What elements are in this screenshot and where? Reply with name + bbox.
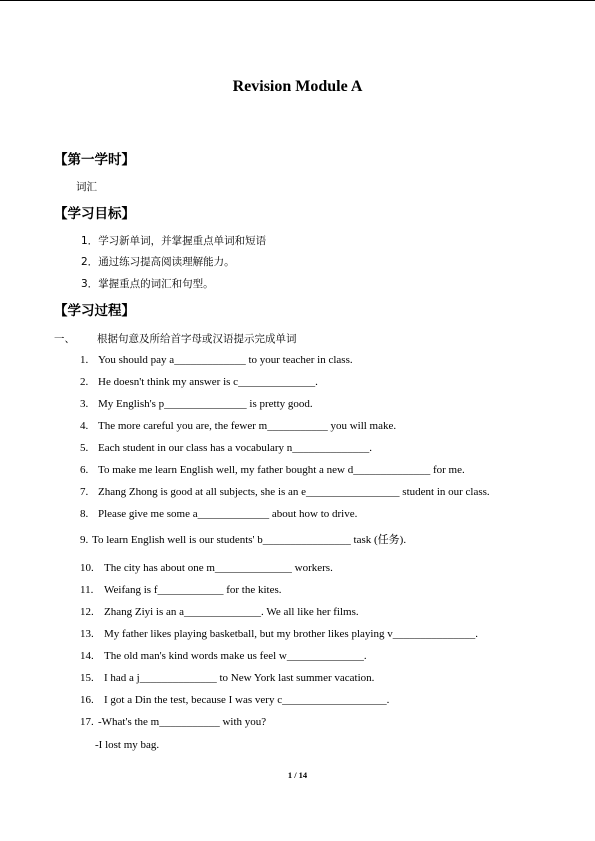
exercise-item: [80, 398, 313, 410]
item-text: The old man's kind words make us feel w______________.: [104, 650, 367, 662]
item-number: 16.: [80, 694, 94, 706]
exercise-item: [80, 508, 357, 520]
top-rule: [0, 0, 595, 1]
exercise-item: [80, 376, 318, 388]
item-text: The more careful you are, the fewer m___________ you will make.: [98, 420, 397, 432]
exercise-item: [80, 354, 353, 366]
item-number: 15.: [80, 672, 94, 684]
exercise-instruction: 根据句意及所给首字母或汉语提示完成单词: [97, 333, 297, 345]
exercise-item: [80, 672, 374, 684]
item-text: To make me learn English well, my father bought a new d______________ for me.: [98, 464, 465, 476]
item-number: 6.: [80, 464, 89, 476]
item-number: 1.: [80, 354, 89, 366]
item-number: 8.: [80, 508, 89, 520]
exercise-item: [80, 628, 478, 640]
exercise-item: [80, 531, 406, 547]
item-number: 5.: [80, 442, 89, 454]
lesson-heading: 【第一学时】: [54, 152, 135, 168]
exercise-item: [80, 562, 333, 574]
exercise-item: [80, 694, 389, 706]
exercise-item: [80, 584, 282, 596]
page-number: 1 / 14: [287, 770, 308, 780]
item-number: 12.: [80, 606, 94, 618]
item-text: I got a Din the test, because I was very c___________________.: [104, 694, 390, 706]
item-number: 3.: [80, 398, 89, 410]
item-17-answer: -I lost my bag.: [95, 739, 160, 751]
item-number: 11.: [80, 584, 94, 596]
item-text: Zhang Zhong is good at all subjects, she is an e_________________ student in our class.: [98, 486, 490, 498]
exercise-item: [80, 464, 465, 476]
exercise-number: 一、: [54, 333, 75, 345]
vocab-label: 词汇: [76, 181, 97, 193]
item-number: 14.: [80, 650, 94, 662]
item-text: -What's the m___________ with you?: [98, 716, 267, 728]
item-number: 10.: [80, 562, 94, 574]
goal-item: [81, 233, 266, 248]
item-number: 13.: [80, 628, 94, 640]
exercise-item: [80, 716, 266, 728]
item-text: Please give me some a_____________ about how to drive.: [98, 508, 358, 520]
item-text: My English's p_______________ is pretty good.: [98, 398, 313, 410]
exercise-item: [80, 606, 359, 618]
goal-item: [81, 254, 235, 269]
item-text: Each student in our class has a vocabulary n______________.: [98, 442, 373, 454]
item-text: He doesn't think my answer is c______________.: [98, 376, 318, 388]
item-number: 9.: [80, 534, 89, 546]
item-text: To learn English well is our students' b________________ task (任务).: [92, 534, 407, 546]
exercise-item: [80, 442, 372, 454]
goals-heading: 【学习目标】: [54, 206, 135, 222]
item-number: 7.: [80, 486, 89, 498]
goal-item: [81, 276, 214, 291]
goal-number: 3．: [81, 278, 99, 290]
process-heading: 【学习过程】: [54, 303, 135, 319]
exercise-item: [80, 486, 490, 498]
page-title: Revision Module A: [232, 78, 363, 95]
goal-number: 1．: [81, 235, 99, 247]
goal-text: 通过练习提高阅读理解能力。: [98, 256, 235, 268]
item-text: Zhang Ziyi is an a______________. We all like her films.: [104, 606, 359, 618]
item-number: 4.: [80, 420, 89, 432]
item-text: You should pay a_____________ to your teacher in class.: [98, 354, 353, 366]
item-number: 17.: [80, 716, 94, 728]
goal-text: 学习新单词，并掌握重点单词和短语: [98, 235, 267, 247]
exercise-item: [80, 420, 396, 432]
exercise-item: [80, 650, 367, 662]
goal-text: 掌握重点的词汇和句型。: [98, 278, 214, 290]
goal-number: 2．: [81, 256, 99, 268]
item-text: Weifang is f____________ for the kites.: [104, 584, 282, 596]
item-text: The city has about one m______________ workers.: [104, 562, 333, 574]
item-text: I had a j______________ to New York last summer vacation.: [104, 672, 375, 684]
item-text: My father likes playing basketball, but my brother likes playing v_______________.: [104, 628, 478, 640]
item-number: 2.: [80, 376, 89, 388]
